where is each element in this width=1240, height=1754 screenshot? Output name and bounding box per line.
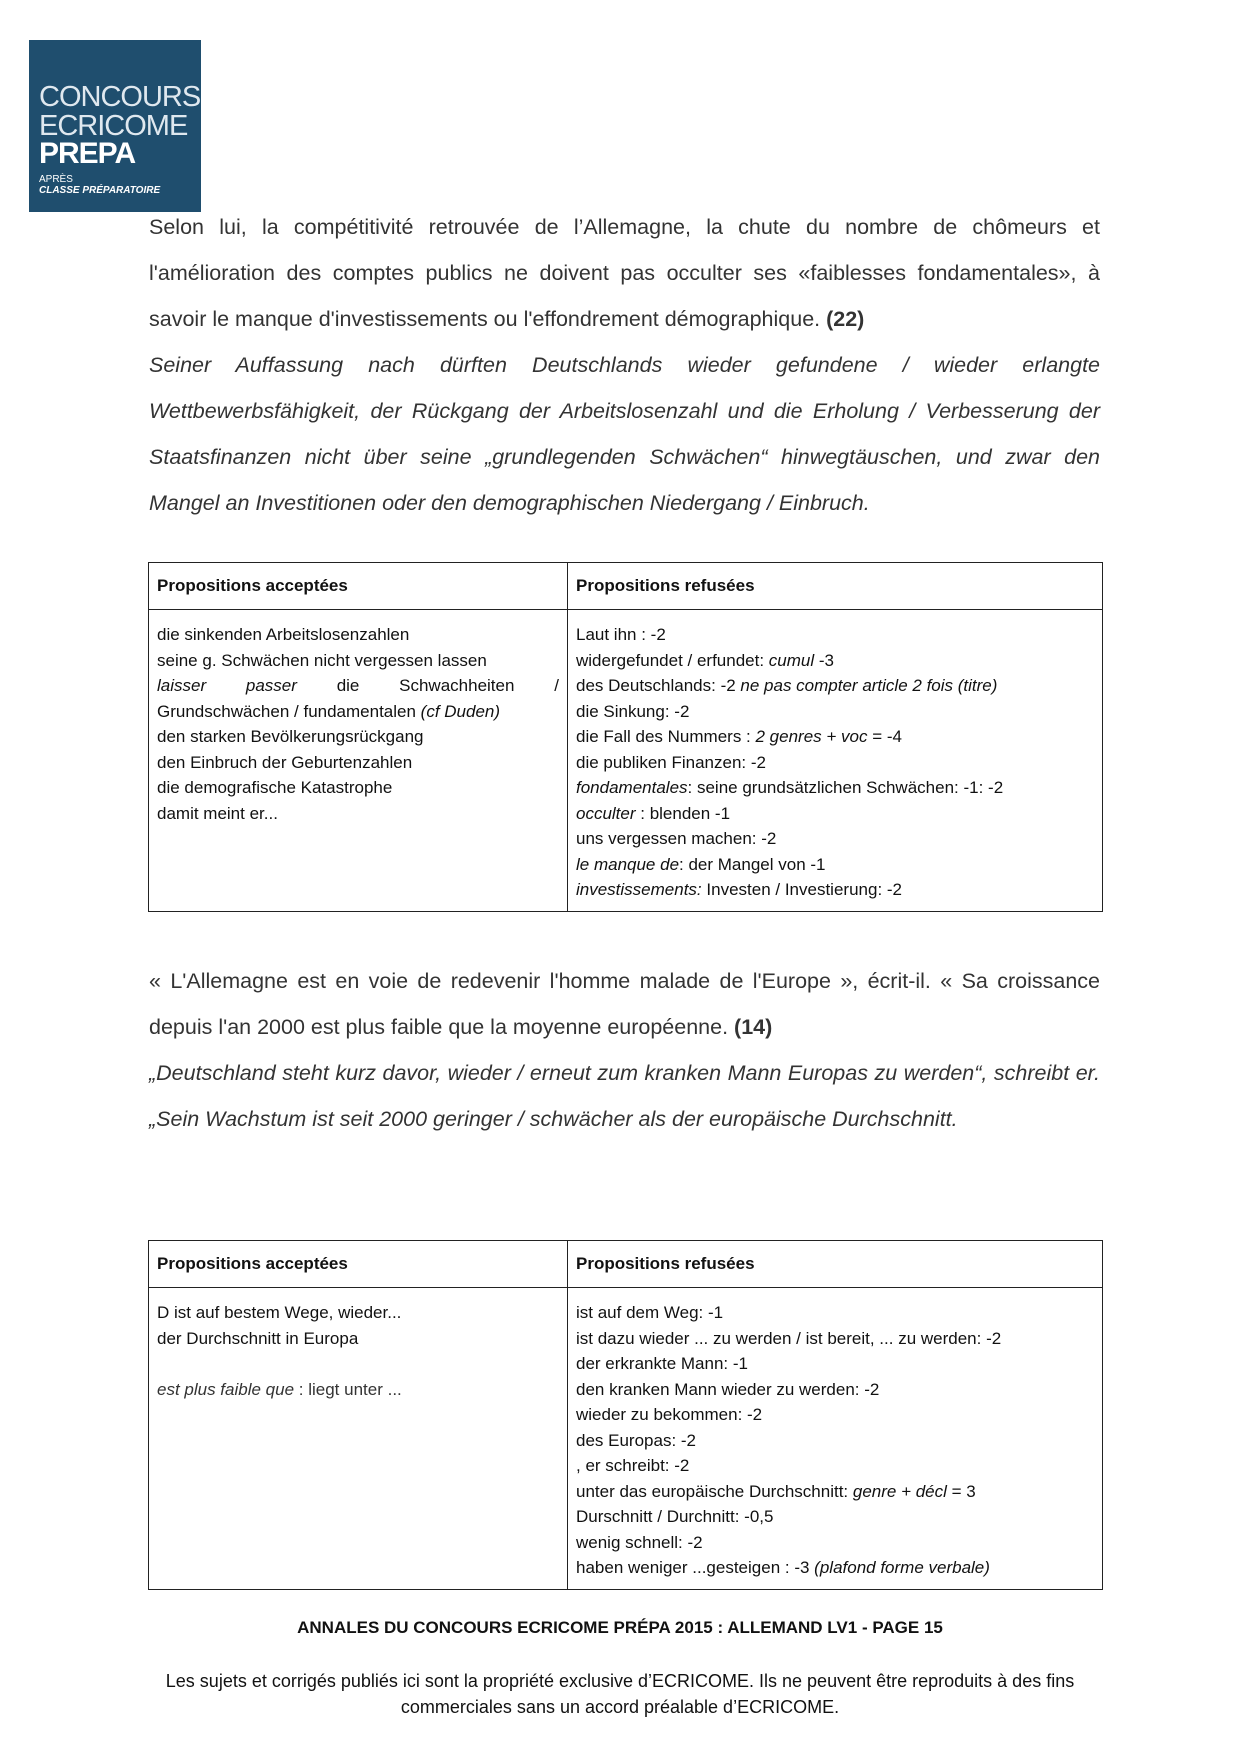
table1-accepted-word: passer: [245, 676, 297, 695]
table1-accepted-item: die demografische Katastrophe: [157, 778, 393, 797]
table1-accepted-item: den Einbruch der Geburtenzahlen: [157, 752, 413, 772]
section2-points: (14): [734, 1015, 773, 1039]
table2-refused-note: (plafond forme verbale): [814, 1558, 990, 1577]
table2-refused-penalty: = 3: [946, 1481, 976, 1501]
ecricome-logo: [29, 40, 201, 212]
table1-refused-item: [576, 673, 1094, 699]
table1-refused-text: Investen / Investierung: -2: [701, 880, 903, 899]
table1-header-row: [149, 563, 1103, 610]
table1-refused-penalty: = -4: [867, 727, 902, 746]
table1-refused-item: uns vergessen machen: -2: [576, 829, 777, 848]
table2-accepted-text: : liegt unter ...: [294, 1379, 402, 1399]
table2-body-row: [149, 1288, 1103, 1590]
table2-accepted-spacer: [157, 1351, 559, 1377]
table1-header-accepted: Propositions acceptées: [149, 563, 568, 610]
table2-header-row: [149, 1241, 1103, 1288]
table1-accepted-item: [157, 673, 559, 699]
table1-accepted-word: die: [336, 676, 360, 695]
table1-refused-note: ne pas compter article 2 fois (titre): [740, 676, 998, 695]
table2-accepted-cell: [149, 1288, 568, 1590]
logo-line-apres: APRÈS: [39, 174, 73, 185]
table2-header-accepted: Propositions acceptées: [149, 1241, 568, 1288]
table1-refused-note: le manque de: [576, 854, 680, 874]
table1-accepted-item: [157, 699, 559, 725]
table1-header-refused: Propositions refusées: [568, 563, 1103, 610]
logo-line-ecricome: ECRICOME: [39, 110, 188, 142]
table1-refused-item: die publiken Finanzen: -2: [576, 752, 766, 772]
table1-refused-text: : seine grundsätzlichen Schwächen: -1: -2: [687, 778, 1004, 797]
table1-refused-item: [576, 648, 1094, 674]
table2-accepted-item: D ist auf bestem Wege, wieder...: [157, 1303, 402, 1322]
table1-accepted-item: den starken Bevölkerungsrückgang: [157, 727, 424, 746]
table1-refused-penalty: -3: [814, 650, 834, 670]
table1-refused-item: [576, 801, 1094, 827]
table1-refused-text: : blenden -1: [635, 803, 731, 823]
table1-accepted-cell: [149, 610, 568, 912]
table2-refused-item: der erkrankte Mann: -1: [576, 1354, 748, 1373]
table2-refused-note: genre + décl: [852, 1481, 947, 1501]
section1-points: (22): [826, 307, 865, 331]
table1-refused-note: investissements:: [576, 880, 702, 899]
table1-refused-item: Laut ihn : -2: [576, 625, 666, 644]
table1-refused-text: : der Mangel von -1: [679, 854, 826, 874]
table1-accepted-item: damit meint er...: [157, 803, 278, 823]
table2-refused-item: wieder zu bekommen: -2: [576, 1405, 763, 1424]
footer-copyright-note: Les sujets et corrigés publiés ici sont la propriété exclusive d’ECRICOME. Ils ne peuvent être reproduits à des fins commerciales sans un accord préalable d’ECRICOME.: [165, 1671, 1075, 1717]
logo-line-concours: CONCOURS: [39, 81, 201, 113]
table1-refused-note: 2 genres + voc: [755, 727, 868, 746]
table1-refused-note: occulter: [576, 803, 636, 823]
table1-refused-text: die Fall des Nummers :: [576, 727, 756, 746]
table2-refused-cell: [568, 1288, 1103, 1590]
section1-german-paragraph: Seiner Auffassung nach dürften Deutschlands wieder gefundene / wieder erlangte Wettbewerbsfähigkeit, der Rückgang der Arbeitslosenzahl und die Erholung / Verbesserung der Staatsfinanzen nicht über seine „grundlegenden Schwächen“ hinwegtäuschen, und zwar den Mangel an Investitionen oder den demographischen Niedergang / Einbruch.: [149, 353, 1100, 515]
section2-french-paragraph: [149, 958, 1100, 1050]
table2-refused-item: ist dazu wieder ... zu werden / ist bereit, ... zu werden: -2: [576, 1328, 1002, 1348]
table1-refused-item: [576, 877, 1094, 903]
table1-accepted-item: seine g. Schwächen nicht vergessen lassen: [157, 650, 487, 670]
table1-accepted-word: Schwachheiten: [399, 676, 515, 695]
table2-refused-item: des Europas: -2: [576, 1430, 697, 1450]
logo-line-classe-preparatoire: CLASSE PRÉPARATOIRE: [39, 185, 161, 196]
table1-refused-text: widergefundet / erfundet:: [576, 650, 769, 670]
section2-french-text: « L'Allemagne est en voie de redevenir l'homme malade de l'Europe », écrit-il. « Sa croissance depuis l'an 2000 est plus faible que la moyenne européenne.: [149, 969, 1100, 1039]
table1-body-row: [149, 610, 1103, 912]
table2-refused-item: Durschnitt / Durchnitt: -0,5: [576, 1507, 774, 1526]
table2-accepted-item: [157, 1377, 559, 1403]
table2-refused-item: wenig schnell: -2: [576, 1532, 703, 1552]
table2-refused-item: [576, 1479, 1094, 1505]
table2-refused-item: , er schreibt: -2: [576, 1456, 690, 1475]
table1-accepted-note: (cf Duden): [420, 701, 501, 721]
table2-propositions: [148, 1240, 1103, 1590]
table1-refused-note: cumul: [768, 650, 815, 670]
table1-accepted-item: die sinkenden Arbeitslosenzahlen: [157, 625, 410, 644]
section1-french-paragraph: [149, 204, 1100, 342]
table2-refused-item: den kranken Mann wieder zu werden: -2: [576, 1379, 880, 1399]
table1-refused-item: [576, 775, 1094, 801]
table2-header-refused: Propositions refusées: [568, 1241, 1103, 1288]
table2-refused-item: [576, 1555, 1094, 1581]
table1-refused-text: des Deutschlands: -2: [576, 676, 741, 695]
table1-accepted-word: laisser: [157, 676, 207, 695]
table1-accepted-text: Grundschwächen / fundamentalen: [157, 701, 421, 721]
logo-line-prepa: PREPA: [39, 137, 136, 170]
table2-refused-item: ist auf dem Weg: -1: [576, 1303, 724, 1322]
table1-propositions: [148, 562, 1103, 912]
table1-refused-note: fondamentales: [576, 778, 688, 797]
table1-refused-item: die Sinkung: -2: [576, 701, 690, 721]
table1-refused-item: [576, 852, 1094, 878]
table1-accepted-word: /: [554, 676, 559, 695]
table2-refused-text: haben weniger ...gesteigen : -3: [576, 1558, 815, 1577]
section2-german-paragraph: „Deutschland steht kurz davor, wieder / erneut zum kranken Mann Europas zu werden“, schreibt er. „Sein Wachstum ist seit 2000 geringer / schwächer als der europäische Durchschnitt.: [149, 1061, 1100, 1131]
table1-refused-item: [576, 724, 1094, 750]
table2-refused-text: unter das europäische Durchschnitt:: [576, 1481, 853, 1501]
table1-refused-cell: [568, 610, 1103, 912]
footer-title: ANNALES DU CONCOURS ECRICOME PRÉPA 2015 : ALLEMAND LV1 - PAGE 15: [297, 1618, 943, 1637]
section1-french-text: Selon lui, la compétitivité retrouvée de l’Allemagne, la chute du nombre de chômeurs et l'amélioration des comptes publics ne doivent pas occulter ses «faiblesses fondamentales», à savoir le manque d'investissements ou l'effondrement démographique.: [149, 215, 1100, 331]
table2-accepted-note: est plus faible que: [157, 1379, 295, 1399]
table2-accepted-item: der Durchschnitt in Europa: [157, 1328, 359, 1348]
